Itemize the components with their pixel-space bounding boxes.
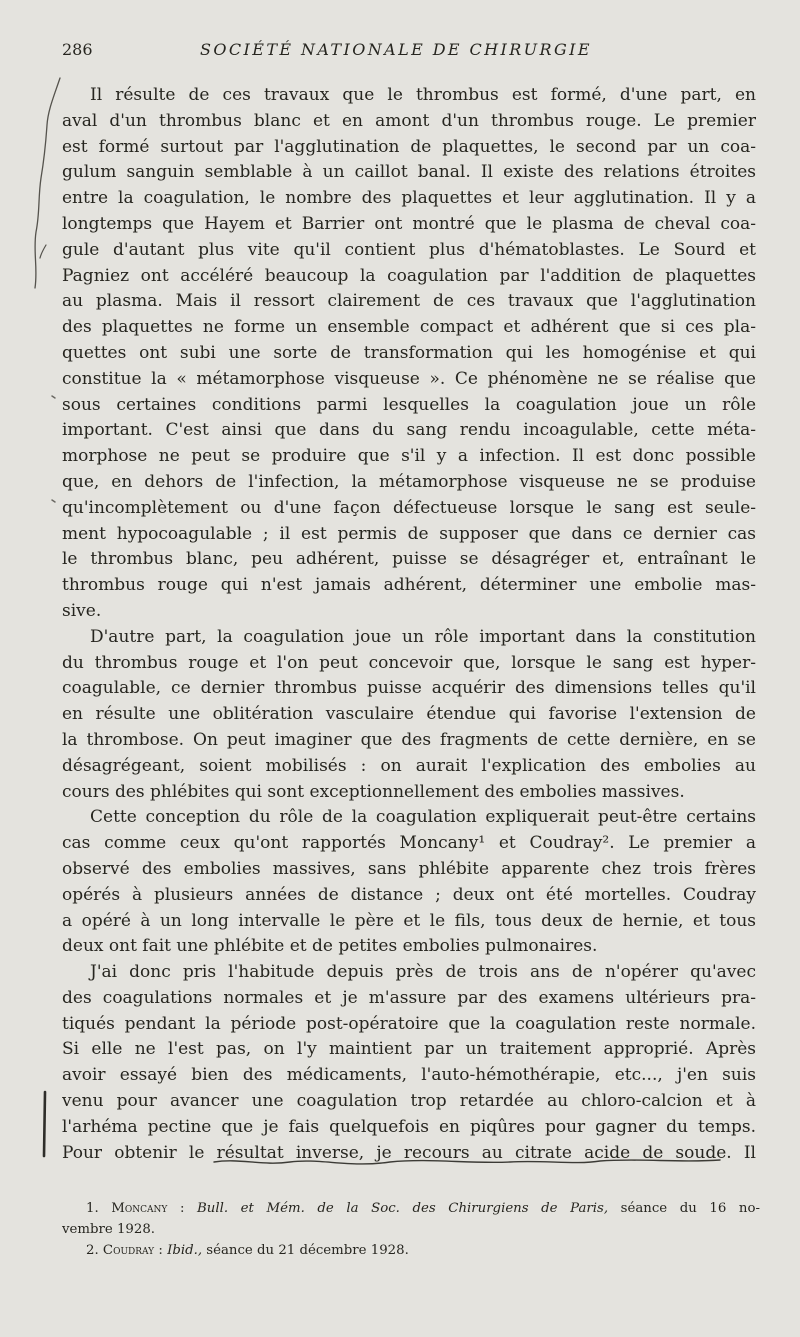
footnote-1-separator: : bbox=[167, 1201, 198, 1216]
pencil-margin-tick bbox=[40, 245, 46, 258]
text-line: coagulable, ce dernier thrombus puisse acquérir des dimensions telles qu'il bbox=[62, 678, 756, 699]
text-line: au plasma. Mais il ressort clairement de ces travaux que l'agglutination bbox=[62, 291, 756, 312]
footnote-2-number: 2. bbox=[86, 1243, 99, 1258]
text-line: longtemps que Hayem et Barrier ont montré que le plasma de cheval coa- bbox=[62, 213, 756, 234]
footnote-2-separator: : bbox=[154, 1243, 168, 1258]
text-line: avoir essayé bien des médicaments, l'auto-hémothérapie, etc..., j'en suis bbox=[62, 1065, 756, 1086]
footnote-1 bbox=[62, 1198, 760, 1219]
text-line: quettes ont subi une sorte de transformation qui les homogénise et qui bbox=[62, 342, 756, 363]
page-number: 286 bbox=[62, 40, 93, 59]
pencil-margin-bracket bbox=[35, 78, 60, 288]
text-line: thrombus rouge qui n'est jamais adhérent, déterminer une embolie mas- bbox=[62, 575, 756, 596]
text-line: morphose ne peut se produire que s'il y a infection. Il est donc possible bbox=[62, 446, 756, 467]
text-line: le thrombus blanc, peu adhérent, puisse se désagréger et, entraînant le bbox=[62, 549, 756, 570]
text-line: aval d'un thrombus blanc et en amont d'un thrombus rouge. Le premier bbox=[62, 110, 756, 131]
text-line: du thrombus rouge et l'on peut concevoir que, lorsque le sang est hyper- bbox=[62, 652, 756, 673]
text-line: cours des phlébites qui sont exceptionnellement des embolies massives. bbox=[62, 781, 685, 802]
text-line: gulum sanguin semblable à un caillot banal. Il existe des relations étroites bbox=[62, 162, 756, 183]
text-line: gule d'autant plus vite qu'il contient plus d'hématoblastes. Le Sourd et bbox=[62, 239, 756, 260]
pencil-dot-mark bbox=[52, 396, 55, 398]
text-line: Pagniez ont accéléré beaucoup la coagulation par l'addition de plaquettes bbox=[62, 265, 756, 286]
footnote-1-continuation: vembre 1928. bbox=[62, 1222, 156, 1237]
footnote-1-journal: Bull. et Mém. de la Soc. des Chirurgiens de Paris, bbox=[197, 1201, 609, 1216]
text-line: opérés à plusieurs années de distance ; deux ont été mortelles. Coudray bbox=[62, 884, 756, 905]
text-line: Si elle ne l'est pas, on l'y maintient par un traitement approprié. Après bbox=[62, 1039, 756, 1060]
text-line: observé des embolies massives, sans phlébite apparente chez trois frères bbox=[62, 858, 756, 879]
text-line: en résulte une oblitération vasculaire étendue qui favorise l'extension de bbox=[62, 704, 756, 725]
text-line: Pour obtenir le résultat inverse, je recours au citrate acide de soude. Il bbox=[62, 1142, 756, 1163]
text-line: a opéré à un long intervalle le père et le fils, tous deux de hernie, et tous bbox=[62, 910, 756, 931]
footnote-2-detail: séance du 21 décembre 1928. bbox=[202, 1243, 409, 1258]
text-line: Cette conception du rôle de la coagulation expliquerait peut-être certains bbox=[90, 807, 756, 828]
text-line: sous certaines conditions parmi lesquelles la coagulation joue un rôle bbox=[62, 394, 756, 415]
footnote-1-number: 1. bbox=[86, 1201, 99, 1216]
pencil-dot-mark-2 bbox=[52, 500, 55, 502]
text-line: entre la coagulation, le nombre des plaquettes et leur agglutination. Il y a bbox=[62, 188, 756, 209]
text-line: J'ai donc pris l'habitude depuis près de trois ans de n'opérer qu'avec bbox=[90, 962, 756, 983]
text-line: venu pour avancer une coagulation trop retardée au chloro-calcion et à bbox=[62, 1091, 756, 1112]
text-line: cas comme ceux qu'ont rapportés Moncany¹ et Coudray². Le premier a bbox=[62, 833, 756, 854]
text-line: qu'incomplètement ou d'une façon défectueuse lorsque le sang est seule- bbox=[62, 497, 756, 518]
text-line: tiqués pendant la période post-opératoire que la coagulation reste normale. bbox=[62, 1013, 756, 1034]
footnote-1-author: Moncany bbox=[111, 1201, 168, 1216]
text-line: des coagulations normales et je m'assure par des examens ultérieurs pra- bbox=[62, 987, 756, 1008]
footnote-2 bbox=[62, 1240, 760, 1261]
text-line: que, en dehors de l'infection, la métamorphose visqueuse ne se produise bbox=[62, 471, 756, 492]
text-line: constitue la « métamorphose visqueuse ». Ce phénomène ne se réalise que bbox=[62, 368, 756, 389]
text-line: la thrombose. On peut imaginer que des fragments de cette dernière, en se bbox=[62, 729, 756, 750]
text-line: sive. bbox=[62, 600, 102, 621]
pencil-left-vertical-mark bbox=[44, 1092, 45, 1156]
text-line: l'arhéma pectine que je fais quelquefois en piqûres pour gagner du temps. bbox=[62, 1116, 756, 1137]
text-line: des plaquettes ne forme un ensemble compact et adhérent que si ces pla- bbox=[62, 317, 756, 338]
footnote-2-author: Coudray bbox=[102, 1243, 155, 1258]
body-text bbox=[62, 83, 756, 1166]
footnote-2-ibid: Ibid., bbox=[167, 1243, 203, 1258]
text-line: deux ont fait une phlébite et de petites embolies pulmonaires. bbox=[62, 936, 598, 957]
text-line: est formé surtout par l'agglutination de plaquettes, le second par un coa- bbox=[62, 136, 756, 157]
footnotes bbox=[62, 1198, 760, 1261]
text-line: important. C'est ainsi que dans du sang rendu incoagulable, cette méta- bbox=[62, 420, 756, 441]
text-line: ment hypocoagulable ; il est permis de supposer que dans ce dernier cas bbox=[62, 523, 756, 544]
text-line: désagrégeant, soient mobilisés : on aurait l'explication des embolies au bbox=[62, 755, 756, 776]
text-line: Il résulte de ces travaux que le thrombus est formé, d'une part, en bbox=[90, 85, 756, 105]
footnote-1-detail: séance du 16 no- bbox=[608, 1201, 760, 1216]
running-head: SOCIÉTÉ NATIONALE DE CHIRURGIE bbox=[200, 40, 592, 59]
text-line: D'autre part, la coagulation joue un rôle important dans la constitution bbox=[90, 626, 756, 647]
